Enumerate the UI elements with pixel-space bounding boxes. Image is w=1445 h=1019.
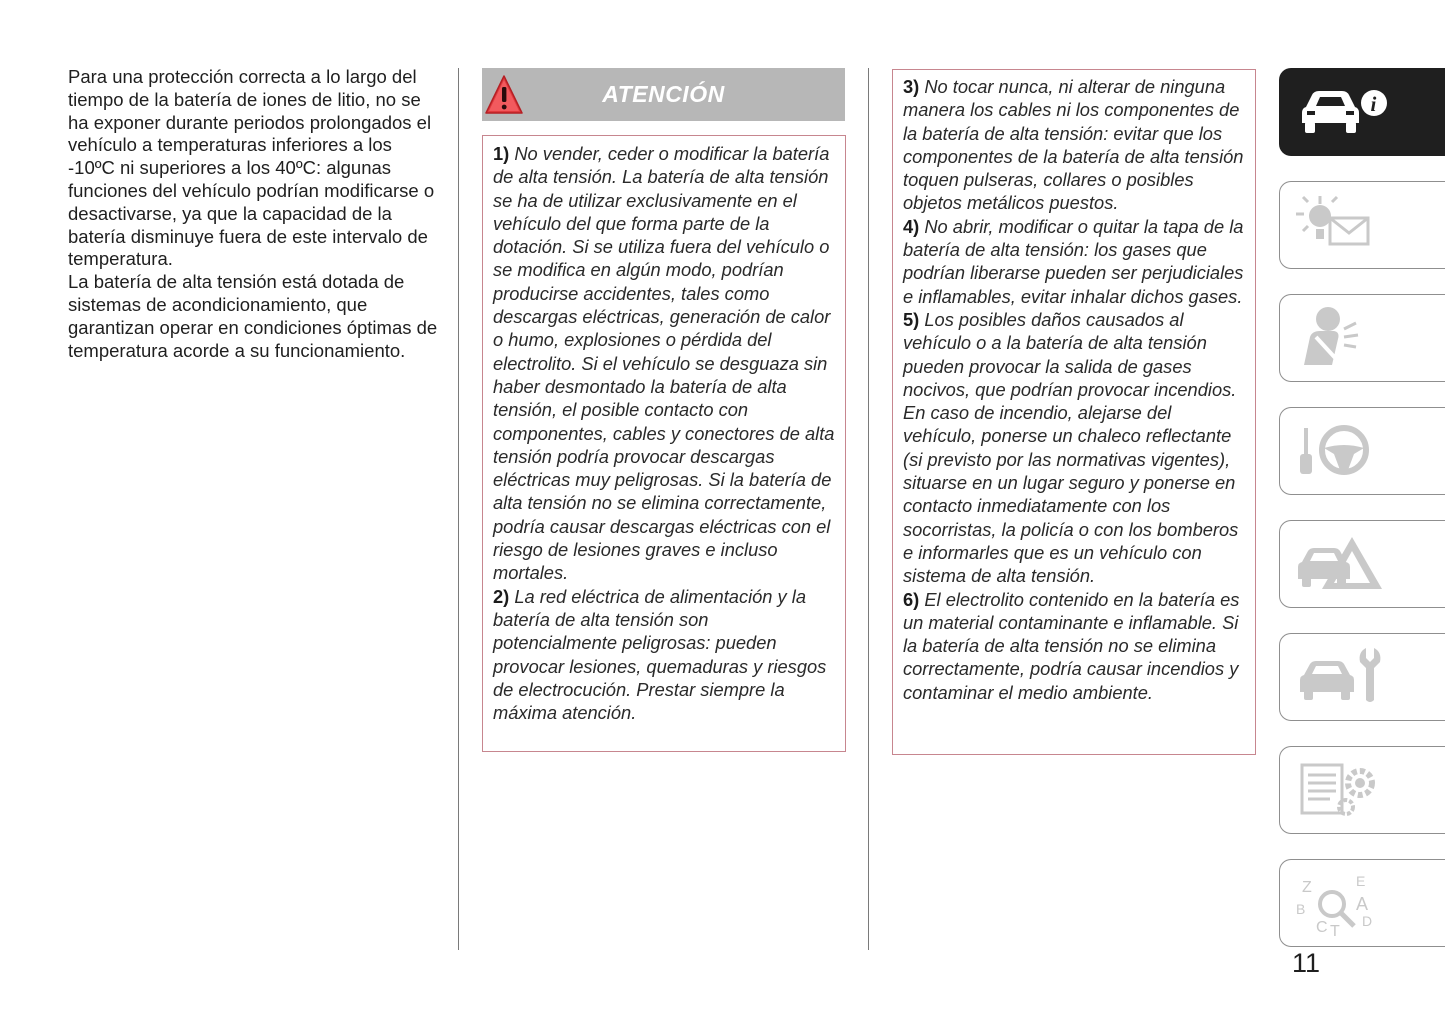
index-letter: A — [1356, 894, 1369, 914]
svg-text:i: i — [1370, 92, 1377, 116]
item-text: No tocar nunca, ni alterar de ninguna manera los cables ni los componentes de la batería de alta tensión: evitar que los componentes de la batería de alta tensión toquen pulseras, collares o posibles objetos metálicos puestos. — [903, 76, 1244, 214]
tab-dashboard[interactable] — [1279, 181, 1445, 269]
warning-box — [482, 135, 846, 752]
index-letter: C — [1316, 919, 1328, 936]
safety-airbag-icon — [1294, 305, 1394, 371]
warning-item — [903, 75, 1247, 215]
tab-emergency[interactable] — [1279, 520, 1445, 608]
index-letter: B — [1296, 901, 1306, 917]
warning-item — [903, 308, 1247, 588]
item-text: Los posibles daños causados al vehículo o a la batería de alta tensión pueden provocar la salida de gases nocivos, que podrían provocar incendios. En caso de incendio, alejarse del vehículo, ponerse un chaleco reflectante (si previsto por las normativas vigentes), situarse en un lugar seguro y ponerse en contacto inmediatamente con los socorristas, la policía o con los bomberos e informarles que es un vehículo con sistema de alta tensión. — [903, 308, 1239, 587]
item-text: El electrolito contenido en la batería es un material contaminante e inflamable. Si la batería de alta tensión no se elimina correctamente, podría causar incendios y contaminar el medio ambiente. — [903, 588, 1240, 703]
tab-safety[interactable] — [1279, 294, 1445, 382]
car-info-icon — [1294, 79, 1394, 145]
item-number: 5) — [903, 308, 920, 330]
item-text: La red eléctrica de alimentación y la batería de alta tensión son potencialmente peligrosas: pueden provocar lesiones, quemaduras y riesgos de electrocución. Prestar siempre la máxima atención. — [493, 585, 827, 724]
item-number: 3) — [903, 76, 920, 97]
warning-item — [903, 588, 1247, 704]
warning-header — [482, 68, 845, 121]
car-maintenance-icon — [1294, 644, 1394, 710]
tab-starting-driving[interactable] — [1279, 407, 1445, 495]
tab-maintenance[interactable] — [1279, 633, 1445, 721]
column-divider — [868, 68, 869, 950]
item-text: No vender, ceder o modificar la batería de alta tensión. La batería de alta tensión se ha de utilizar exclusivamente en el vehículo del que forma parte de la dotación. Si se utiliza fuera del vehículo o se modifica en algún modo, podrían producirse accidentes, tales como descargas eléctricas, generación de calor o humo, explosiones o pérdida del electrolito. Si el vehículo se desguaza sin haber desmontado la batería de alta tensión, el posible contacto con componentes, cables y conectores de alta tensión podría provocar descargas eléctricas muy peligrosas. Si la batería de alta tensión no se elimina correctamente, podría causar descargas eléctricas con el riesgo de lesiones graves e incluso mortales. — [493, 143, 835, 584]
tab-index[interactable] — [1279, 859, 1445, 947]
car-emergency-icon — [1294, 531, 1394, 597]
item-number: 2) — [493, 585, 510, 607]
body-text-column — [68, 66, 438, 362]
page-number: 11 — [1292, 948, 1321, 978]
item-number: 4) — [903, 215, 920, 237]
tab-technical-data[interactable] — [1279, 746, 1445, 834]
warning-box — [892, 69, 1256, 755]
column-divider — [458, 68, 459, 950]
item-text: No abrir, modificar o quitar la tapa de la batería de alta tensión: los gases que podrían liberarse pueden ser perjudiciales e inflamables, evitar inhalar dichos gases. — [903, 215, 1244, 307]
item-number: 1) — [493, 143, 510, 164]
warning-item — [493, 585, 837, 725]
warning-item — [493, 142, 837, 585]
index-letter: Z — [1302, 879, 1312, 896]
item-number: 6) — [903, 588, 920, 610]
index-letter: E — [1356, 873, 1366, 889]
index-letter: D — [1362, 913, 1373, 929]
technical-data-icon — [1294, 757, 1394, 823]
key-steering-wheel-icon — [1294, 418, 1394, 484]
dashboard-lights-icon — [1294, 192, 1394, 258]
warning-item — [903, 215, 1247, 308]
paragraph: La batería de alta tensión está dotada de sistemas de acondicionamiento, que garantizan operar en condiciones óptimas de temperatura acorde a su funcionamiento. — [68, 271, 438, 361]
alphabetical-index-icon — [1294, 870, 1394, 946]
paragraph: Para una protección correcta a lo largo del tiempo de la batería de iones de litio, no se ha exponer durante periodos prolongados el vehículo a temperaturas inferiores a los -10ºC ni superiores a los 40ºC: algunas funciones del vehículo podrían modificarse o desactivarse, ya que la capacidad de la batería disminuye fuera de este intervalo de temperatura. — [68, 66, 435, 270]
tab-car-info[interactable] — [1279, 68, 1445, 156]
warning-title: ATENCIÓN — [602, 81, 725, 107]
index-letter: T — [1330, 923, 1340, 940]
